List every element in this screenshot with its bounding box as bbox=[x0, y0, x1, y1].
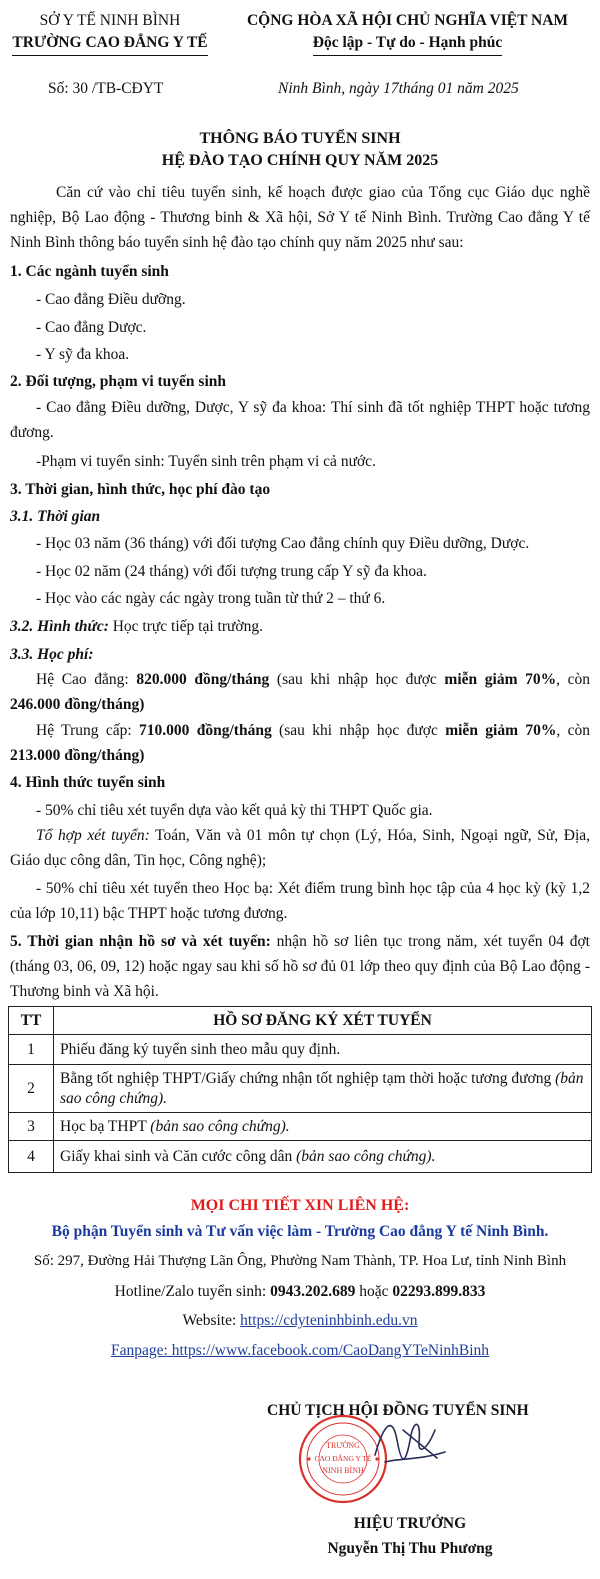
fee-intermediate: Hệ Trung cấp: 710.000 đồng/tháng (sau khi nhập học được miễn giảm 70%, còn 213.000 đồng/tháng) bbox=[10, 722, 590, 764]
section-4-exam: - 50% chỉ tiêu xét tuyển dựa vào kết quả kỳ thi THPT Quốc gia. bbox=[36, 802, 433, 819]
section-4-heading: 4. Hình thức tuyển sinh bbox=[10, 774, 166, 791]
document-date: Ninh Bình, ngày 17tháng 01 năm 2025 bbox=[278, 80, 519, 97]
national-title: CỘNG HÒA XÃ HỘI CHỦ NGHĨA VIỆT NAM bbox=[246, 12, 569, 29]
handwritten-signature bbox=[345, 1400, 465, 1480]
row-content: Phiếu đăng ký tuyển sinh theo mẫu quy định. bbox=[54, 1035, 592, 1065]
row-number: 3 bbox=[9, 1113, 54, 1141]
table-row bbox=[9, 1141, 592, 1173]
table-row bbox=[9, 1065, 592, 1113]
section-4-transcript: - 50% chỉ tiêu xét tuyển theo Học bạ: Xét điểm trung bình học tập của 4 học kỳ (kỳ 1,2 của lớp 10,11) bậc THPT hoặc tương đương. bbox=[10, 880, 590, 922]
signature-role: CHỦ TỊCH HỘI ĐỒNG TUYỂN SINH bbox=[267, 1402, 529, 1419]
column-header-tt: TT bbox=[9, 1007, 54, 1035]
svg-text:TRƯỜNG: TRƯỜNG bbox=[326, 1441, 360, 1450]
date-day: 17 bbox=[383, 80, 399, 97]
list-item: - Học 03 năm (36 tháng) với đối tượng Cao đẳng chính quy Điều dưỡng, Dược. bbox=[36, 535, 530, 552]
row-content: Bằng tốt nghiệp THPT/Giấy chứng nhận tốt nghiệp tạm thời hoặc tương đương (bản sao công chứng). bbox=[54, 1065, 592, 1113]
list-item: - Học vào các ngày các ngày trong tuần từ thứ 2 – thứ 6. bbox=[36, 590, 386, 607]
signer-title: HIỆU TRƯỞNG bbox=[353, 1515, 467, 1532]
table-row bbox=[9, 1113, 592, 1141]
registration-documents-table bbox=[8, 1006, 592, 1173]
signer-name: Nguyễn Thị Thu Phương bbox=[327, 1540, 493, 1557]
hotline-number-2: 02293.899.833 bbox=[392, 1283, 486, 1300]
issuer-department: SỞ Y TẾ NINH BÌNH bbox=[39, 12, 181, 29]
national-motto-block bbox=[220, 10, 595, 56]
fanpage-label[interactable]: Fanpage: bbox=[110, 1342, 168, 1359]
section-5-paragraph: 5. Thời gian nhận hồ sơ và xét tuyển: nhận hồ sơ liên tục trong năm, xét tuyển 04 đợt (tháng 03, 06, 09, 12) hoặc ngay sau khi số hồ sơ đủ 01 lớp theo quy định của Bộ Lao động - Thương binh và Xã hội. bbox=[10, 933, 590, 1000]
section-3-1-heading: 3.1. Thời gian bbox=[10, 508, 101, 525]
fee-college: Hệ Cao đẳng: 820.000 đồng/tháng (sau khi nhập học được miễn giảm 70%, còn 246.000 đồng/tháng) bbox=[10, 671, 590, 713]
section-3-3-heading: 3.3. Học phí: bbox=[10, 646, 94, 663]
list-item: - Học 02 năm (24 tháng) với đối tượng trung cấp Y sỹ đa khoa. bbox=[36, 563, 427, 580]
document-number: Số: 30 /TB-CĐYT bbox=[48, 80, 164, 97]
list-item: - Cao đẳng Dược. bbox=[36, 319, 147, 336]
row-number: 1 bbox=[9, 1035, 54, 1065]
hotline-number-1: 0943.202.689 bbox=[270, 1283, 356, 1300]
table-row bbox=[9, 1035, 592, 1065]
contact-department: Bộ phận Tuyển sinh và Tư vấn việc làm - Trường Cao đẳng Y tế Ninh Bình. bbox=[51, 1223, 549, 1240]
national-motto: Độc lập - Tự do - Hạnh phúc bbox=[220, 32, 595, 56]
column-header-documents: HỒ SƠ ĐĂNG KÝ XÉT TUYỂN bbox=[54, 1007, 592, 1035]
section-3-heading: 3. Thời gian, hình thức, học phí đào tạo bbox=[10, 481, 271, 498]
contact-heading: MỌI CHI TIẾT XIN LIÊN HỆ: bbox=[190, 1197, 410, 1214]
section-1-heading: 1. Các ngành tuyển sinh bbox=[10, 263, 169, 280]
contact-hotline: Hotline/Zalo tuyển sinh: 0943.202.689 hoặc 02293.899.833 bbox=[114, 1283, 486, 1300]
section-2-scope: -Phạm vi tuyển sinh: Tuyển sinh trên phạm vi cả nước. bbox=[36, 453, 376, 470]
row-content: Giấy khai sinh và Căn cước công dân (bản sao công chứng). bbox=[54, 1141, 592, 1173]
svg-text:CAO ĐẲNG Y TẾ: CAO ĐẲNG Y TẾ bbox=[314, 1454, 372, 1463]
section-2-heading: 2. Đối tượng, phạm vi tuyển sinh bbox=[10, 373, 226, 390]
contact-fanpage bbox=[0, 1342, 600, 1360]
page-title: THÔNG BÁO TUYỂN SINH HỆ ĐÀO TẠO CHÍNH QUY NĂM 2025 bbox=[161, 130, 439, 169]
table-header-row bbox=[9, 1007, 592, 1035]
issuer-school: TRƯỜNG CAO ĐẲNG Y TẾ bbox=[10, 32, 210, 56]
svg-text:NINH BÌNH: NINH BÌNH bbox=[322, 1466, 364, 1475]
row-number: 4 bbox=[9, 1141, 54, 1173]
row-content: Học bạ THPT (bản sao công chứng). bbox=[54, 1113, 592, 1141]
section-3-2: 3.2. Hình thức: Học trực tiếp tại trường. bbox=[10, 618, 263, 635]
row-number: 2 bbox=[9, 1065, 54, 1113]
list-item: - Y sỹ đa khoa. bbox=[36, 346, 130, 363]
intro-paragraph: Căn cứ vào chỉ tiêu tuyển sinh, kế hoạch được giao của Tổng cục Giáo dục nghề nghiệp, Bộ Lao động - Thương binh & Xã hội, Sở Y tế Ninh Bình. Trường Cao đẳng Y tế Ninh Bình thông báo tuyển sinh hệ đào tạo chính quy năm 2025 như sau: bbox=[10, 184, 590, 251]
list-item: - Cao đẳng Điều dưỡng. bbox=[36, 291, 186, 308]
section-2-paragraph: - Cao đẳng Điều dưỡng, Dược, Y sỹ đa khoa: Thí sinh đã tốt nghiệp THPT hoặc tương đương. bbox=[10, 399, 590, 441]
issuer-block bbox=[10, 10, 210, 56]
section-4-combination: Tổ hợp xét tuyển: Toán, Văn và 01 môn tự chọn (Lý, Hóa, Sinh, Ngoại ngữ, Sử, Địa, Giáo dục công dân, Tin học, Công nghệ); bbox=[10, 827, 590, 869]
contact-website: Website: https://cdyteninhbinh.edu.vn bbox=[182, 1312, 418, 1329]
website-link[interactable]: https://cdyteninhbinh.edu.vn bbox=[240, 1312, 418, 1329]
contact-address: Số: 297, Đường Hải Thượng Lãn Ông, Phường Nam Thành, TP. Hoa Lư, tỉnh Ninh Bình bbox=[33, 1253, 567, 1269]
fanpage-link[interactable]: https://www.facebook.com/CaoDangYTeNinhBinh bbox=[167, 1342, 490, 1359]
